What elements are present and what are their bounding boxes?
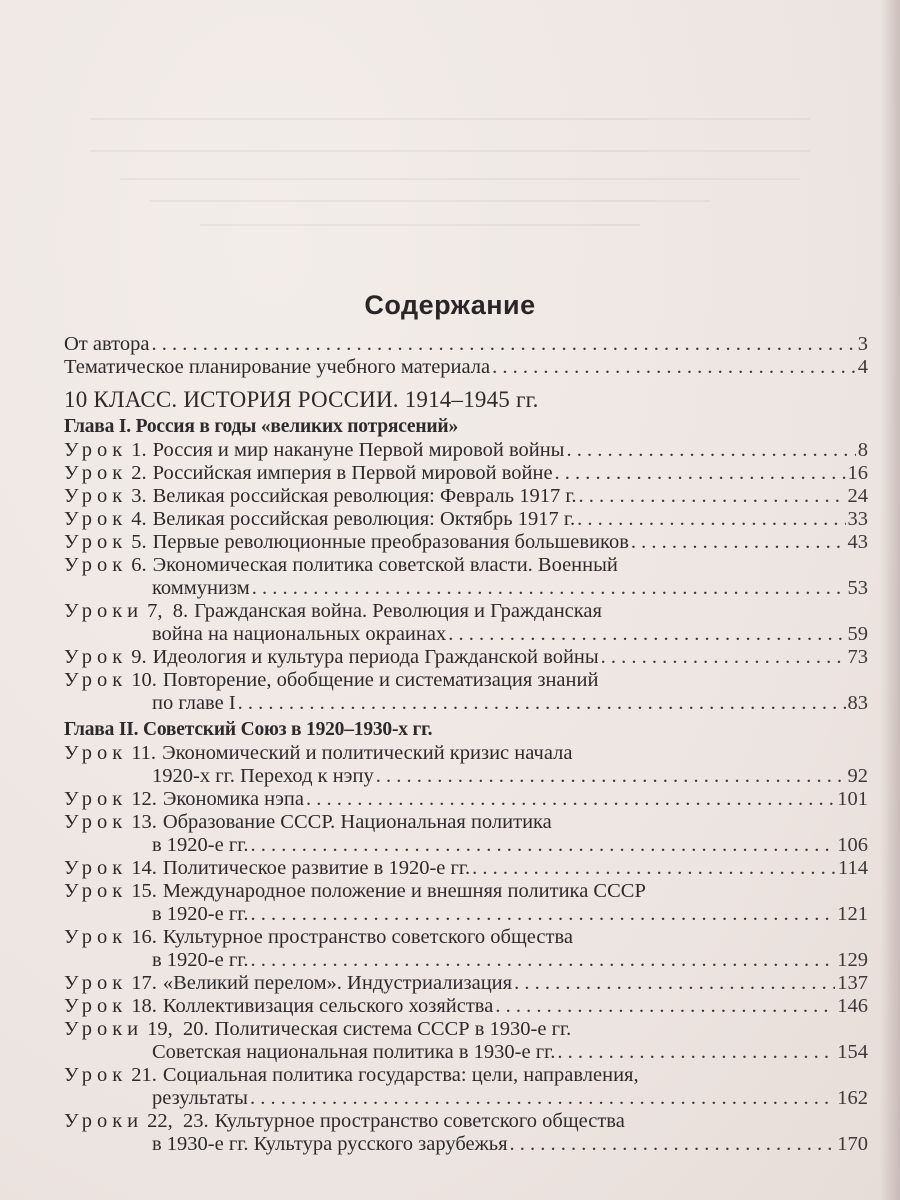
entry-title — [152, 577, 250, 600]
page-number: 129 — [837, 949, 868, 971]
lesson-title: Коллективизация сельского хозяйства — [162, 995, 494, 1017]
lesson-title: «Великий перелом». Индустриализация — [162, 972, 513, 994]
lesson-title: Великая российская революция: Февраль 1917 г. — [152, 485, 577, 507]
leader-dots — [579, 485, 846, 508]
lesson-title: в 1920-е гг. — [152, 949, 249, 971]
lesson-label: Урок — [64, 857, 128, 879]
entry-title — [64, 485, 577, 508]
toc-lesson-entry[interactable] — [64, 857, 868, 880]
entry-title — [64, 995, 493, 1018]
leader-dots — [577, 508, 845, 531]
leader-dots — [250, 903, 835, 926]
lesson-label: Урок — [64, 926, 128, 948]
lesson-title: Повторение, обобщение и систематизация знаний — [162, 669, 599, 691]
leader-dots — [250, 834, 835, 857]
page-number: 8 — [857, 439, 868, 461]
toc-lesson-entry[interactable] — [64, 926, 868, 949]
lesson-title: по главе I — [152, 692, 236, 714]
entry-title — [64, 811, 552, 833]
lesson-title: Политическая система СССР в 1930-е гг. — [214, 1018, 572, 1040]
toc-entry-author[interactable] — [64, 333, 868, 356]
toc-lesson-entry[interactable] — [64, 1133, 868, 1156]
lesson-number: 7, 8. — [147, 600, 189, 622]
entry-title — [152, 1041, 555, 1064]
leader-dots — [566, 439, 855, 462]
page-number: 4 — [857, 356, 868, 378]
page-number: 121 — [837, 903, 868, 925]
entry-title — [64, 439, 564, 462]
lesson-label: Урок — [64, 1064, 128, 1086]
leader-dots — [510, 1133, 836, 1156]
lesson-label: Уроки — [64, 1110, 144, 1132]
chapter-heading[interactable]: Глава I. Россия в годы «великих потрясений» — [64, 416, 459, 437]
lesson-label: Урок — [64, 742, 128, 764]
toc-lesson-entry[interactable] — [64, 485, 868, 508]
lesson-title: Социальная политика государства: цели, направления, — [162, 1064, 639, 1086]
bleed-through-line — [120, 178, 800, 180]
entry-title — [152, 834, 248, 857]
page-number: 92 — [847, 765, 868, 787]
lesson-title: Образование СССР. Национальная политика — [162, 811, 552, 833]
entry-title — [64, 788, 304, 811]
page-title: Содержание — [364, 290, 536, 320]
page-number: 16 — [847, 462, 868, 484]
lesson-number: 14. — [131, 857, 157, 879]
lesson-label: Уроки — [64, 600, 144, 622]
page-number: 154 — [837, 1041, 868, 1063]
leader-dots — [238, 692, 846, 715]
page-number: 170 — [837, 1133, 868, 1155]
lesson-title: война на национальных окраинах — [152, 623, 447, 645]
leader-dots — [448, 623, 845, 646]
page-number: 162 — [837, 1087, 868, 1109]
lesson-number: 6. — [131, 554, 147, 576]
leader-dots — [306, 788, 835, 811]
leader-dots — [472, 857, 836, 880]
entry-title — [64, 926, 573, 948]
entry-title — [64, 554, 618, 576]
lesson-label: Урок — [64, 508, 128, 530]
toc-lesson-entry[interactable] — [64, 531, 868, 554]
lesson-label: Урок — [64, 972, 128, 994]
leader-dots — [250, 1087, 835, 1110]
chapter-heading[interactable]: Глава II. Советский Союз в 1920–1930-х гг. — [64, 719, 433, 740]
entry-title — [64, 972, 512, 995]
toc-lesson-entry[interactable] — [64, 995, 868, 1018]
lesson-label: Урок — [64, 554, 128, 576]
leader-dots — [514, 972, 835, 995]
lesson-title: Идеология и культура периода Гражданской войны — [152, 646, 599, 668]
lesson-title: Россия и мир накануне Первой мировой войны — [152, 439, 565, 461]
lesson-title: Культурное пространство советского общества — [162, 926, 573, 948]
toc-lesson-entry[interactable] — [64, 811, 868, 834]
lesson-label: Уроки — [64, 1018, 144, 1040]
toc-lesson-entry[interactable] — [64, 669, 868, 692]
page-number: 83 — [847, 692, 868, 714]
lesson-label: Урок — [64, 462, 128, 484]
leader-dots — [631, 531, 846, 554]
leader-dots — [495, 995, 835, 1018]
entry-title — [64, 646, 599, 669]
toc-lesson-entry[interactable] — [64, 880, 868, 903]
page-number: 101 — [837, 788, 868, 810]
lesson-number: 16. — [131, 926, 157, 948]
toc-lesson-entry[interactable] — [64, 742, 868, 765]
table-of-contents — [64, 333, 868, 1156]
entry-title — [152, 1087, 248, 1110]
toc-lesson-entry[interactable] — [64, 508, 868, 531]
lesson-number: 12. — [131, 788, 157, 810]
page-number: 146 — [837, 995, 868, 1017]
entry-title — [64, 1110, 625, 1132]
page-number: 59 — [847, 623, 868, 645]
entry-title — [64, 462, 553, 485]
entry-title — [152, 623, 446, 646]
chapters-container — [64, 415, 868, 1156]
lesson-number: 9. — [131, 646, 147, 668]
entry-title — [64, 880, 646, 902]
entry-title — [152, 1133, 508, 1156]
lesson-title: Российская империя в Первой мировой войне — [152, 462, 553, 484]
toc-lesson-entry[interactable] — [64, 554, 868, 577]
toc-lesson-entry[interactable] — [64, 577, 868, 600]
bleed-through-line — [90, 118, 810, 120]
entry-title — [64, 742, 572, 764]
section-heading: 10 КЛАСС. ИСТОРИЯ РОССИИ. 1914–1945 гг. — [64, 387, 539, 412]
bleed-through-line — [200, 224, 640, 226]
toc-lesson-entry[interactable] — [64, 1018, 868, 1041]
lesson-title: коммунизм — [152, 577, 250, 599]
lesson-title: Экономическая политика советской власти. Военный — [152, 554, 618, 576]
leader-dots — [557, 1041, 835, 1064]
lesson-label: Урок — [64, 811, 128, 833]
leader-dots — [492, 356, 856, 379]
entry-title — [64, 600, 602, 622]
toc-lesson-entry[interactable] — [64, 646, 868, 669]
toc-lesson-entry[interactable] — [64, 788, 868, 811]
lesson-number: 4. — [131, 508, 147, 530]
entry-title — [64, 857, 470, 880]
lesson-title: Великая российская революция: Октябрь 1917 г. — [152, 508, 576, 530]
lesson-title: 1920-х гг. Переход к нэпу — [152, 765, 374, 787]
toc-lesson-entry[interactable] — [64, 1064, 868, 1087]
lesson-number: 11. — [131, 742, 157, 764]
lesson-number: 17. — [131, 972, 157, 994]
entry-title: Тематическое планирование учебного материала — [64, 356, 491, 378]
bleed-through-line — [90, 150, 810, 152]
entry-title — [152, 903, 248, 926]
page-number: 3 — [857, 333, 868, 355]
entry-title — [64, 531, 629, 554]
lesson-number: 5. — [131, 531, 147, 553]
entry-title — [64, 508, 575, 531]
lesson-label: Урок — [64, 439, 128, 461]
toc-lesson-entry[interactable] — [64, 600, 868, 623]
entry-title — [64, 669, 598, 691]
lesson-title: Первые революционные преобразования большевиков — [152, 531, 629, 553]
entry-title — [152, 692, 236, 715]
page-number: 24 — [847, 485, 868, 507]
toc-lesson-entry[interactable] — [64, 765, 868, 788]
entry-title — [64, 1064, 639, 1086]
bleed-through-line — [150, 200, 710, 202]
toc-lesson-entry[interactable] — [64, 972, 868, 995]
toc-lesson-entry[interactable] — [64, 1110, 868, 1133]
toc-lesson-entry[interactable] — [64, 1041, 868, 1064]
toc-lesson-entry[interactable] — [64, 623, 868, 646]
toc-entry-planning[interactable] — [64, 356, 868, 379]
lesson-label: Урок — [64, 880, 128, 902]
leader-dots — [250, 949, 835, 972]
toc-lesson-entry[interactable] — [64, 903, 868, 926]
page-number: 114 — [838, 857, 868, 879]
lesson-number: 1. — [131, 439, 147, 461]
lesson-number: 15. — [131, 880, 157, 902]
lesson-label: Урок — [64, 669, 128, 691]
leader-dots — [601, 646, 846, 669]
lesson-label: Урок — [64, 485, 128, 507]
lesson-number: 21. — [131, 1064, 157, 1086]
page-number: 33 — [847, 508, 868, 530]
page-number: 137 — [837, 972, 868, 994]
page-number: 106 — [837, 834, 868, 856]
leader-dots — [376, 765, 846, 788]
toc-lesson-entry[interactable] — [64, 834, 868, 857]
lesson-number: 10. — [131, 669, 157, 691]
page-number: 43 — [847, 531, 868, 553]
leader-dots — [555, 462, 846, 485]
lesson-title: Политическое развитие в 1920-е гг. — [162, 857, 471, 879]
lesson-label: Урок — [64, 646, 128, 668]
lesson-number: 2. — [131, 462, 147, 484]
page-number: 73 — [847, 646, 868, 668]
lesson-number: 18. — [131, 995, 157, 1017]
lesson-label: Урок — [64, 531, 128, 553]
entry-title — [152, 949, 248, 972]
lesson-label: Урок — [64, 995, 128, 1017]
lesson-title: Международное положение и внешняя политика СССР — [162, 880, 646, 902]
lesson-title: Экономический и политический кризис начала — [162, 742, 573, 764]
lesson-number: 13. — [131, 811, 157, 833]
entry-title: От автора — [64, 333, 150, 355]
leader-dots — [151, 333, 855, 356]
lesson-title: результаты — [152, 1087, 248, 1109]
toc-lesson-entry[interactable] — [64, 1087, 868, 1110]
toc-lesson-entry[interactable] — [64, 439, 868, 462]
lesson-title: Гражданская война. Революция и Гражданская — [194, 600, 602, 622]
entry-title — [64, 1018, 571, 1040]
lesson-title: Экономика нэпа — [162, 788, 305, 810]
toc-lesson-entry[interactable] — [64, 949, 868, 972]
lesson-label: Урок — [64, 788, 128, 810]
lesson-number: 19, 20. — [147, 1018, 209, 1040]
toc-lesson-entry[interactable] — [64, 462, 868, 485]
lesson-number: 3. — [131, 485, 147, 507]
leader-dots — [252, 577, 846, 600]
page-number: 53 — [847, 577, 868, 599]
lesson-title: в 1920-е гг. — [152, 903, 249, 925]
lesson-number: 22, 23. — [147, 1110, 209, 1132]
lesson-title: Культурное пространство советского общества — [214, 1110, 625, 1132]
lesson-title: в 1920-е гг. — [152, 834, 249, 856]
lesson-title: в 1930-е гг. Культура русского зарубежья — [152, 1133, 508, 1155]
toc-lesson-entry[interactable] — [64, 692, 868, 715]
entry-title — [152, 765, 374, 788]
lesson-title: Советская национальная политика в 1930-е гг. — [152, 1041, 556, 1063]
